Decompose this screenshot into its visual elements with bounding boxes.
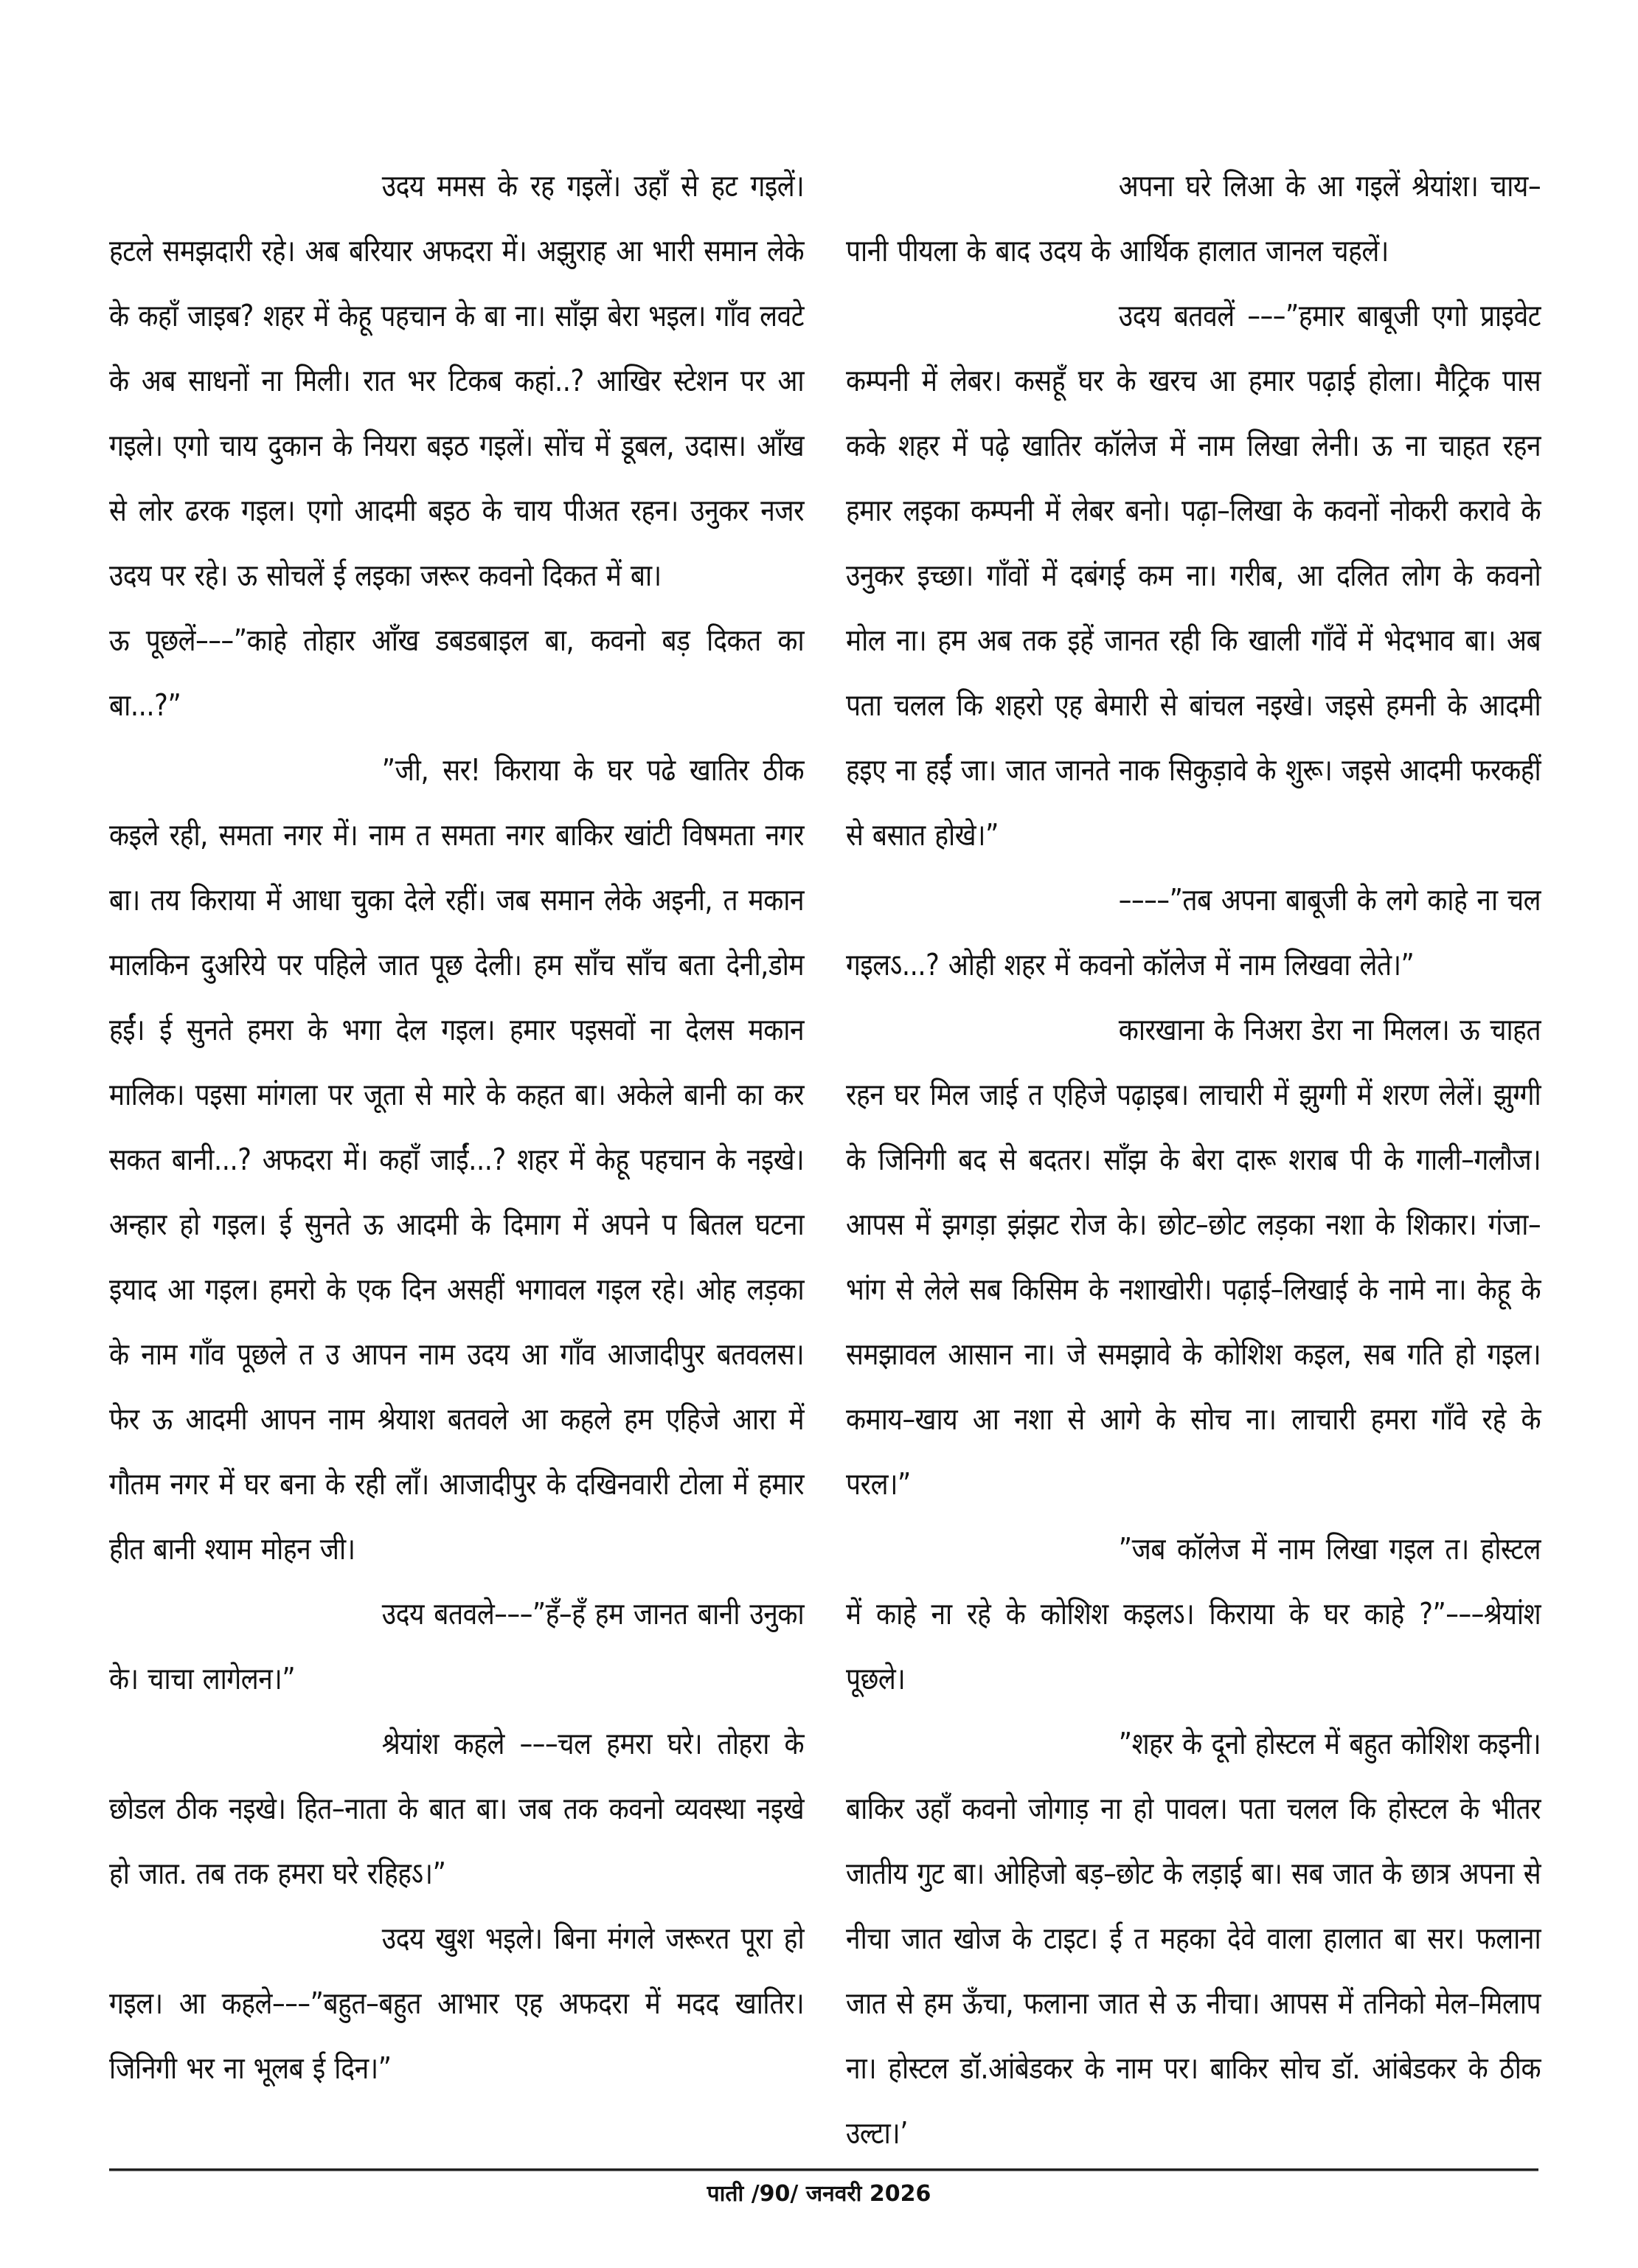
- paragraph: कारखाना के निअरा डेरा ना मिलल। ऊ चाहत रहन घर मिल जाई त एहिजे पढ़ाइब। लाचारी में झुग्गी में शरण लेलें। झुग्गी के जिनिगी बद से बदतर। साँझ के बेरा दारू शराब पी के गाली–गलौज। आपस में झगड़ा झंझट रोज के। छोट–छोट लड़का नशा के शिकार। गंजा–भांग से लेले सब किसिम के नशाखोरी। पढ़ाई–लिखाई के नामे ना। केहू के समझावल आसान ना। जे समझावे के कोशिश कइल, सब गति हो गइल। कमाय–खाय आ नशा से आगे के सोच ना। लाचारी हमरा गाँवे रहे के परल।”: [846, 1012, 1541, 1502]
- paragraph: उदय खुश भइले। बिना मंगले जरूरत पूरा हो गइल। आ कहले–––”बहुत–बहुत आभार एह अफदरा में मदद खातिर। जिनिगी भर ना भूलब ई दिन।”: [109, 1921, 805, 2086]
- paragraph: उदय बतवले–––”हँ–हँ हम जानत बानी उनुका के। चाचा लागेलन।”: [109, 1596, 805, 1696]
- footer-divider: [109, 2168, 1538, 2171]
- paragraph: ऊ पूछलें–––”काहे तोहार आँख डबडबाइल बा, कवनो बड़ दिकत का बा...?”: [109, 623, 805, 723]
- paragraph: ”जी, सर! किराया के घर पढे खातिर ठीक कइले रही, समता नगर में। नाम त समता नगर बाकिर खांटी विषमता नगर बा। तय किराया में आधा चुका देले रहीं। जब समान लेके अइनी, त मकान मालकिन दुअरिये पर पहिले जात पूछ देली। हम साँच साँच बता देनी,डोम हईं। ई सुनते हमरा के भगा देल गइल। हमार पइसवों ना देलस मकान मालिक। पइसा मांगला पर जूता से मारे के कहत बा। अकेले बानी का कर सकत बानी...? अफदरा में। कहाँ जाईं...? शहर में केहू पहचान के नइखे। अन्हार हो गइल। ई सुनते ऊ आदमी के दिमाग में अपने प बितल घटना इयाद आ गइल। हमरो के एक दिन असहीं भगावल गइल रहे। ओह लड़का के नाम गाँव पूछले त उ आपन नाम उदय आ गाँव आजादीपुर बतवलस। फेर ऊ आदमी आपन नाम श्रेयाश बतवले आ कहले हम एहिजे आरा में गौतम नगर में घर बना के रही लाँ। आजादीपुर के दखिनवारी टोला में हमार हीत बानी श्याम मोहन जी।: [109, 752, 805, 1567]
- paragraph: ––––”तब अपना बाबूजी के लगे काहे ना चल गइलऽ...? ओही शहर में कवनो कॉलेज में नाम लिखवा लेते।”: [846, 882, 1541, 982]
- page-footer: पाती /90/ जनवरी 2026: [707, 2181, 931, 2207]
- paragraph: ”शहर के दूनो होस्टल में बहुत कोशिश कइनी। बाकिर उहाँ कवनो जोगाड़ ना हो पावल। पता चलल कि होस्टल के भीतर जातीय गुट बा। ओहिजो बड़–छोट के लड़ाई बा। सब जात के छात्र अपना से नीचा जात खोज के टाइट। ई त महका देवे वाला हालात बा सर। फलाना जात से हम ऊँचा, फलाना जात से ऊ नीचा। आपस में तनिको मेल–मिलाप ना। होस्टल डॉ.आंबेडकर के नाम पर। बाकिर सोच डॉ. आंबेडकर के ठीक उल्टा।’: [846, 1726, 1541, 2151]
- paragraph: ”जब कॉलेज में नाम लिखा गइल त। होस्टल में काहे ना रहे के कोशिश कइलऽ। किराया के घर काहे ?”–––श्रेयांश पूछले।: [846, 1531, 1541, 1696]
- paragraph: अपना घरे लिआ के आ गइलें श्रेयांश। चाय–पानी पीयला के बाद उदय के आर्थिक हालात जानल चहलें।: [846, 168, 1541, 268]
- paragraph: श्रेयांश कहले –––चल हमरा घरे। तोहरा के छोडल ठीक नइखे। हित–नाता के बात बा। जब तक कवनो व्यवस्था नइखे हो जात. तब तक हमरा घरे रहिहऽ।”: [109, 1726, 805, 1891]
- right-column: [846, 153, 1541, 2165]
- paragraph: उदय बतवलें –––”हमार बाबूजी एगो प्राइवेट कम्पनी में लेबर। कसहूँ घर के खरच आ हमार पढ़ाई होला। मैट्रिक पास कके शहर में पढ़े खातिर कॉलेज में नाम लिखा लेनी। ऊ ना चाहत रहन हमार लइका कम्पनी में लेबर बनो। पढ़ा–लिखा के कवनों नोकरी करावे के उनुकर इच्छा। गाँवों में दबंगई कम ना। गरीब, आ दलित लोग के कवनो मोल ना। हम अब तक इहें जानत रही कि खाली गाँवें में भेदभाव बा। अब पता चलल कि शहरो एह बेमारी से बांचल नइखे। जइसे हमनी के आदमी हइए ना हईं जा। जात जानते नाक सिकुड़ावे के शुरू। जइसे आदमी फरकहीं से बसात होखे।”: [846, 298, 1541, 853]
- left-column: [109, 153, 804, 2101]
- paragraph: उदय ममस के रह गइलें। उहाँ से हट गइलें। हटले समझदारी रहे। अब बरियार अफदरा में। अझुराह आ भारी समान लेके के कहाँ जाइब? शहर में केहू पहचान के बा ना। साँझ बेरा भइल। गाँव लवटे के अब साधनों ना मिली। रात भर टिकब कहां..? आखिर स्टेशन पर आ गइले। एगो चाय दुकान के नियरा बइठ गइलें। सोंच में डूबल, उदास। आँख से लोर ढरक गइल। एगो आदमी बइठ के चाय पीअत रहन। उनुकर नजर उदय पर रहे। ऊ सोचलें ई लइका जरूर कवनो दिकत में बा।: [109, 168, 805, 593]
